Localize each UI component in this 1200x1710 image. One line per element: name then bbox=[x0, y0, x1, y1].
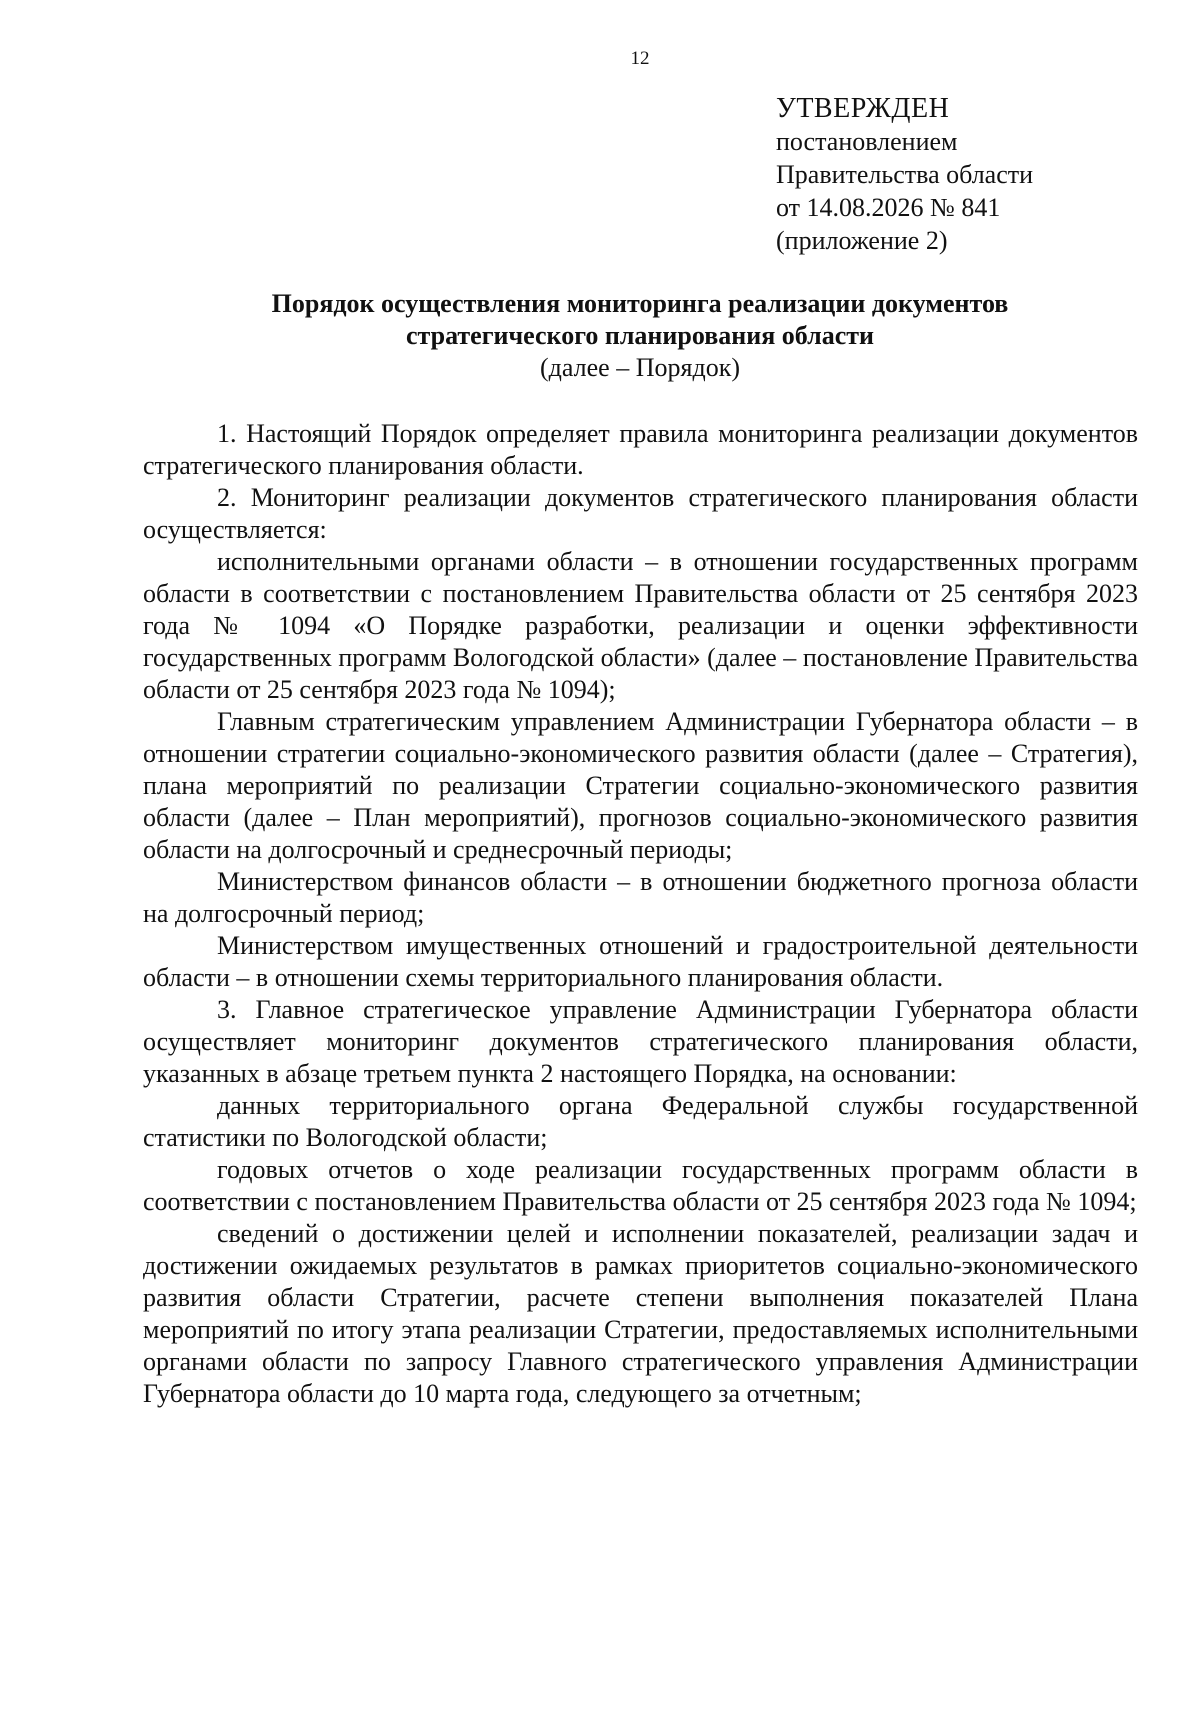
approval-title: УТВЕРЖДЕН bbox=[776, 93, 950, 124]
paragraph: годовых отчетов о ходе реализации государственных программ области в соответствии с постановлением Правительства области от 25 сентября 2023 года № 1094; bbox=[143, 1155, 1138, 1216]
document-title bbox=[140, 288, 1140, 384]
title-line: стратегического планирования области bbox=[405, 321, 874, 350]
page-number: 12 bbox=[630, 48, 650, 69]
paragraph: 3. Главное стратегическое управление Администрации Губернатора области осуществляет мониторинг документов стратегического планирования области, указанных в абзаце третьем пункта 2 настоящего Порядка, на основании: bbox=[143, 995, 1138, 1088]
approval-line: от 14.08.2026 № 841 bbox=[776, 193, 1001, 222]
paragraph: 1. Настоящий Порядок определяет правила мониторинга реализации документов стратегического планирования области. bbox=[143, 419, 1138, 480]
paragraph: сведений о достижении целей и исполнении показателей, реализации задач и достижении ожидаемых результатов в рамках приоритетов социально-экономического развития области Стратегии, расчете степени выполнения показателей Плана мероприятий по итогу этапа реализации Стратегии, предоставляемых исполнительными органами области по запросу Главного стратегического управления Администрации Губернатора области до 10 марта года, следующего за отчетным; bbox=[143, 1219, 1138, 1408]
paragraph: данных территориального органа Федеральной службы государственной статистики по Вологодской области; bbox=[143, 1091, 1138, 1152]
approval-line: (приложение 2) bbox=[776, 226, 948, 255]
paragraph: Министерством финансов области – в отношении бюджетного прогноза области на долгосрочный период; bbox=[143, 867, 1138, 928]
approval-stamp-block bbox=[776, 92, 1176, 257]
title-line: Порядок осуществления мониторинга реализации документов bbox=[271, 289, 1009, 318]
paragraph: 2. Мониторинг реализации документов стратегического планирования области осуществляется: bbox=[143, 483, 1138, 544]
paragraph: Главным стратегическим управлением Администрации Губернатора области – в отношении стратегии социально-экономического развития области (далее – Стратегия), плана мероприятий по реализации Стратегии социально-экономического развития области (далее – План мероприятий), прогнозов социально-экономического развития области на долгосрочный и среднесрочный периоды; bbox=[143, 707, 1138, 864]
paragraph: Министерством имущественных отношений и градостроительной деятельности области – в отношении схемы территориального планирования области. bbox=[143, 931, 1138, 992]
approval-line: Правительства области bbox=[776, 160, 1034, 189]
approval-line: постановлением bbox=[776, 127, 958, 156]
paragraph: исполнительными органами области – в отношении государственных программ области в соответствии с постановлением Правительства области от 25 сентября 2023 года № 1094 «О Порядке разработки, реализации и оценки эффективности государственных программ Вологодской области» (далее – постановление Правительства области от 25 сентября 2023 года № 1094); bbox=[143, 547, 1138, 704]
title-subline: (далее – Порядок) bbox=[540, 353, 740, 382]
document-body bbox=[143, 418, 1138, 1410]
